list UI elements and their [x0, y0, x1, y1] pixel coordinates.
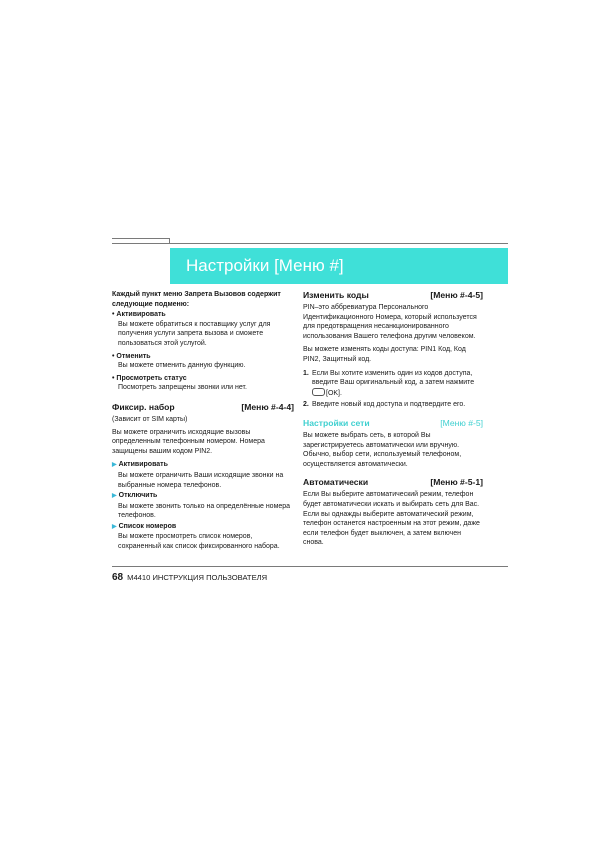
section-title: Автоматически [303, 477, 369, 488]
page-title: Настройки [Меню #] [186, 256, 344, 275]
step-text: Введите новый код доступа и подтвердите его. [312, 401, 466, 409]
page-footer [112, 572, 267, 583]
item-text: Вы можете просмотреть список номеров, сохраненный как список фиксированного набора. [118, 533, 280, 551]
footer-rule [112, 566, 508, 567]
step-2 [303, 400, 483, 410]
automatic-heading [303, 477, 483, 488]
bullet-text: Посмотреть запрещены звонки или нет. [118, 384, 247, 392]
menu-code: [Меню #-4-4] [241, 401, 294, 412]
fixed-dial-subtitle: (Зависит от SIM карты) [112, 415, 188, 423]
right-column [303, 290, 483, 552]
fixed-dial-text: Вы можете ограничить исходящие вызовы определенным телефонным номером. Номера защищены вашим кодом PIN2. [112, 428, 265, 455]
change-codes-text-2: Вы можете изменять коды доступа: PIN1 Код, Код PIN2, Защитный код. [303, 346, 466, 363]
fixed-item-activate [112, 460, 294, 490]
item-title: Активировать [118, 461, 168, 469]
step-number: 2. [303, 401, 309, 409]
item-title: Отключить [118, 492, 158, 500]
ok-key-icon [312, 388, 325, 396]
bullet-dot-icon: • [112, 352, 115, 360]
triangle-marker-icon: ▶ [112, 523, 117, 530]
menu-code: [Меню #-4-5] [430, 290, 483, 300]
bullet-title: Активировать [116, 311, 166, 319]
bullet-view-status [112, 374, 294, 393]
automatic-text: Если Вы выберите автоматический режим, телефон будет автоматически искать и выбирать сеть для Вас. Если вы однажды выберите автоматический режим, телефон останется настроенным на этот режим, даже если телефон будет выключен, а затем включен снова. [303, 491, 480, 547]
bullet-cancel [112, 352, 294, 371]
step-text: Если Вы хотите изменить один из кодов доступа, введите Ваш оригинальный код, а затем нажмите [312, 369, 475, 387]
item-text: Вы можете ограничить Ваши исходящие звонки на выбранные номера телефонов. [118, 471, 284, 489]
step-text-suffix: [OK]. [326, 389, 342, 397]
section-title: Фиксир. набор [112, 401, 175, 412]
page-number: 68 [112, 572, 124, 583]
bullet-title: Отменить [116, 352, 151, 360]
section-title: Настройки сети [303, 417, 370, 428]
item-text: Вы можете звонить только на определённые номера телефонов. [118, 502, 291, 520]
network-text: Вы можете выбрать сеть, в которой Вы зарегистрируетесь автоматически или вручную. Обычно, выбор сети, используемый телефоном, осуществляется автоматически. [303, 431, 462, 468]
fixed-dial-heading [112, 402, 294, 413]
bullet-dot-icon: • [112, 374, 115, 382]
triangle-marker-icon: ▶ [112, 462, 117, 469]
title-banner [170, 248, 508, 284]
triangle-marker-icon: ▶ [112, 493, 117, 500]
header-rule [112, 243, 508, 244]
network-heading [303, 418, 483, 429]
bullet-activate [112, 310, 294, 348]
step-1 [303, 369, 483, 399]
item-title: Список номеров [118, 522, 177, 530]
bullet-title: Просмотреть статус [116, 374, 187, 382]
manual-title: M4410 ИНСТРУКЦИЯ ПОЛЬЗОВАТЕЛЯ [127, 573, 268, 582]
bullet-text: Вы можете обратиться к поставщику услуг для получения услуги запрета вызова и сможете пользоваться этой услугой. [118, 320, 271, 347]
fixed-item-number-list [112, 522, 294, 552]
bullet-dot-icon: • [112, 311, 115, 319]
section-title: Изменить коды [303, 290, 369, 300]
bullet-text: Вы можете отменить данную функцию. [118, 362, 246, 370]
menu-code: [Меню #-5] [440, 417, 483, 428]
fixed-item-disable [112, 491, 294, 521]
intro-text: Каждый пункт меню Запрета Вызовов содержит следующие подменю: [112, 291, 281, 308]
change-codes-heading [303, 290, 483, 301]
menu-code: [Меню #-5-1] [430, 477, 483, 488]
step-number: 1. [303, 369, 309, 377]
left-column [112, 290, 294, 552]
change-codes-text-1: PIN–это аббревиатура Персонального Идентификационного Номера, который используется для предотвращения несанкционированного использования Вашего телефона другим человеком. [303, 304, 477, 340]
